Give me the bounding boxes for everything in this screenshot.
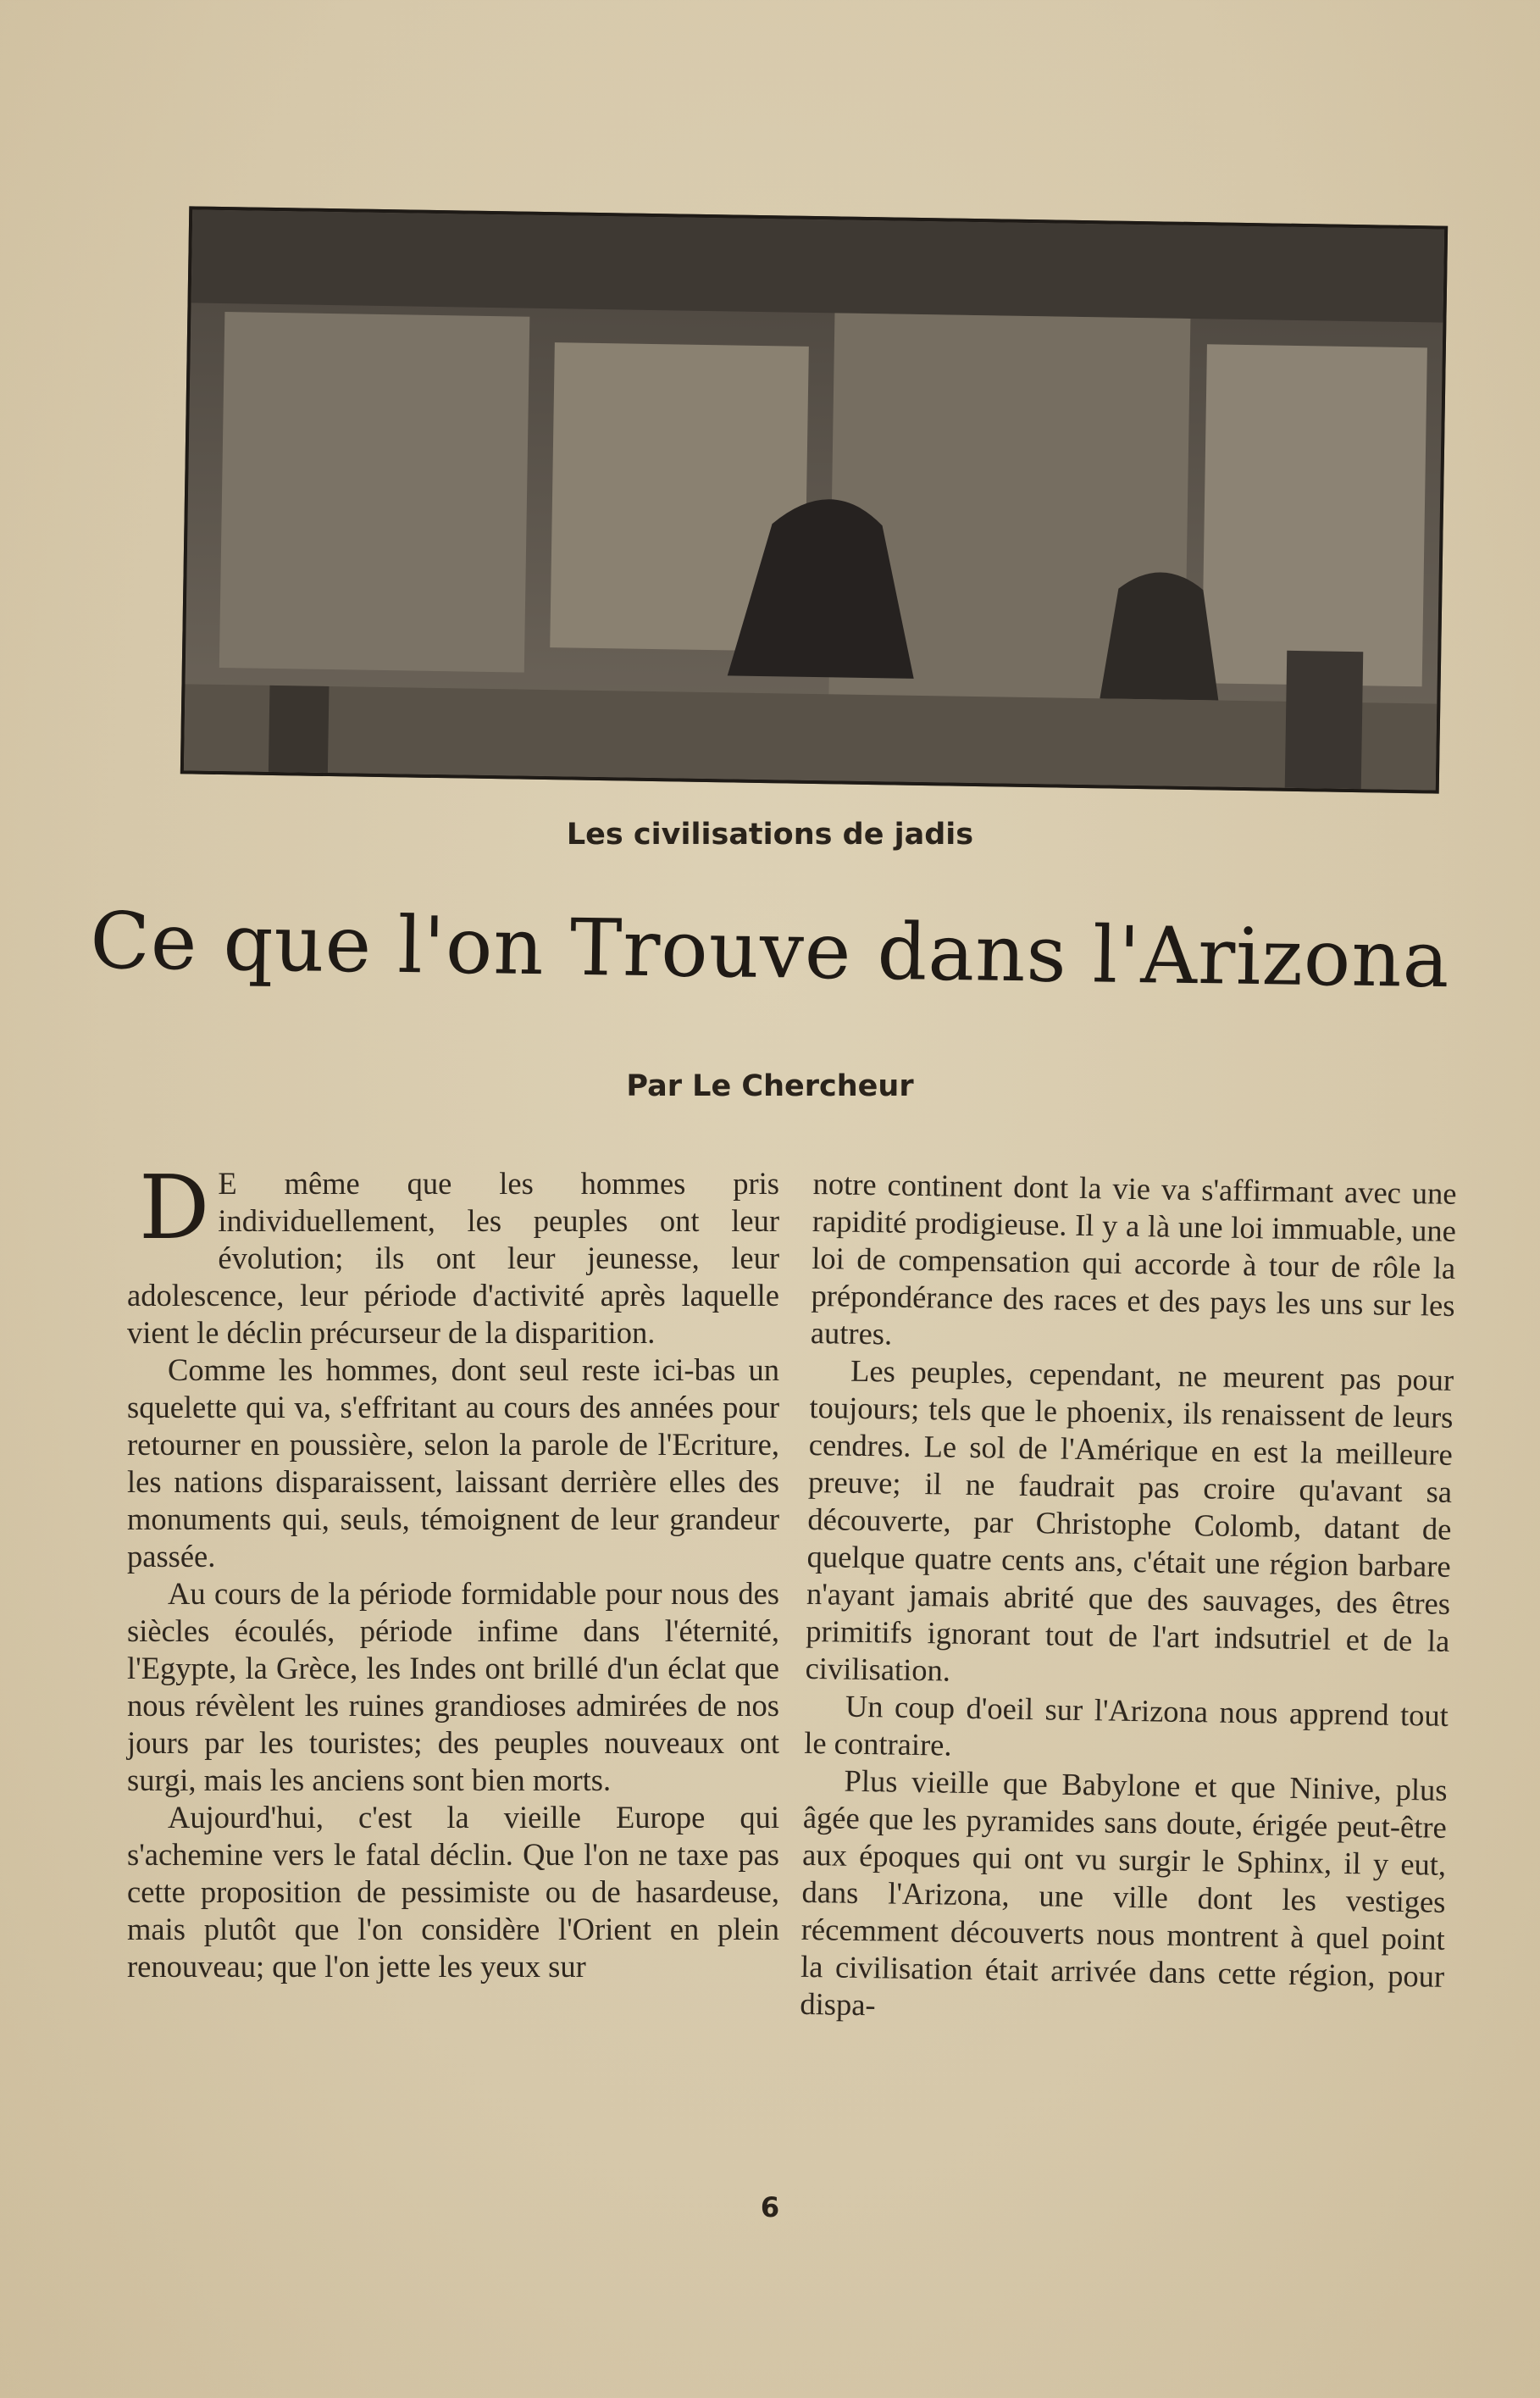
article-title: Ce que l'on Trouve dans l'Arizona: [89, 895, 1451, 1006]
article-paragraph: Comme les hommes, dont seul reste ici-bas un squelette qui va, s'effritant au cours des années pour retourner en poussière, selon la parole de l'Ecriture, les nations disparaissent, laissant derrière elles des monuments qui, seuls, témoignent de leur grandeur passée.: [127, 1352, 779, 1574]
article-column-left: [127, 1156, 779, 1985]
article-column-right: [800, 1165, 1457, 2033]
lead-letter: E: [218, 1166, 237, 1201]
article-kicker: Les civilisations de jadis: [566, 818, 974, 852]
article-paragraph: Aujourd'hui, c'est la vieille Europe qui s'achemine vers le fatal déclin. Que l'on ne taxe pas cette proposition de pessimiste ou de hasardeuse, mais plutôt que l'on considère l'Orient en plein renouveau; que l'on jette les yeux sur: [127, 1800, 779, 1984]
article-paragraph: Plus vieille que Babylone et que Ninive, plus âgée que les pyramides sans doute, érigée peut-être aux époques qui ont vu surgir le Sphinx, il y eut, dans l'Arizona, une ville dont les vestiges récemment découverts nous montrent à quel point la civilisation était arrivée dans cette région, pour dispa-: [800, 1762, 1448, 2023]
article-paragraph: Au cours de la période formidable pour nous des siècles écoulés, période infime dans l'éternité, l'Egypte, la Grèce, les Indes ont brillé d'un éclat que nous révèlent les ruines grandioses admirées de nos jours par les touristes; des peuples nouveaux ont surgi, mais les anciens sont bien morts.: [127, 1576, 779, 1797]
paragraph-text: même que les hommes pris individuellement, les peuples ont leur évolution; ils ont leur jeunesse, leur adolescence, leur période d'activité après laquelle vient le déclin précurseur de la disparition.: [127, 1166, 779, 1350]
article-byline: Par Le Chercheur: [626, 1069, 914, 1103]
article-paragraph: Un coup d'oeil sur l'Arizona nous apprend tout le contraire.: [803, 1688, 1449, 1762]
article-paragraph: Les peuples, cependant, ne meurent pas pour toujours; tels que le phoenix, ils renaissent de leurs cendres. Le sol de l'Amérique en est la meilleure preuve; il ne faudrait pas croire qu'avant sa découverte, par Christophe Colomb, datant de quelque quatre cents ans, c'était une région barbare n'ayant jamais abrité que des sauvages, des êtres primitifs ignorant tout de l'art indsutriel et de la civilisation.: [805, 1352, 1454, 1688]
drop-cap: D: [139, 1156, 210, 1259]
page-number: 6: [760, 2191, 780, 2223]
article-paragraph: [127, 1156, 779, 1352]
article-photo: [180, 206, 1448, 793]
ruins-photo-image: [184, 209, 1444, 790]
article-paragraph: notre continent dont la vie va s'affirmant avec une rapidité prodigieuse. Il y a là une loi immuable, une loi de compensation qui accorde à tour de rôle la prépondérance des races et des pays les uns sur les autres.: [810, 1165, 1457, 1352]
